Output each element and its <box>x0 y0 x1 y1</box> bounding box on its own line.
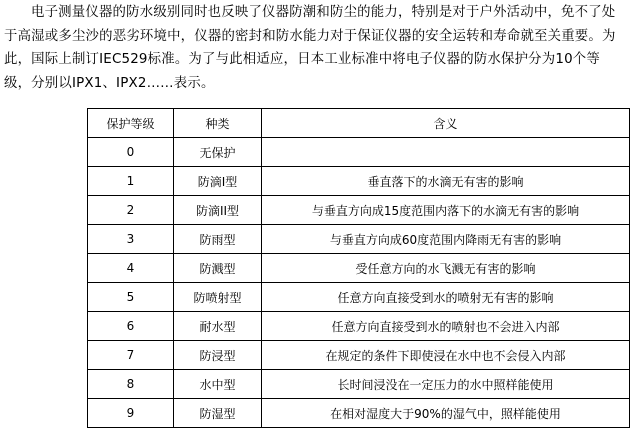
table-row <box>88 312 630 341</box>
cell-level: 8 <box>88 370 174 399</box>
table-row <box>88 341 630 370</box>
cell-level: 5 <box>88 283 174 312</box>
cell-level: 2 <box>88 196 174 225</box>
cell-type: 防溅型 <box>174 254 262 283</box>
cell-type: 耐水型 <box>174 312 262 341</box>
cell-meaning: 受任意方向的水飞溅无有害的影响 <box>262 254 630 283</box>
cell-meaning: 与垂直方向成15度范围内落下的水滴无有害的影响 <box>262 196 630 225</box>
cell-meaning: 在规定的条件下即使浸在水中也不会侵入内部 <box>262 341 630 370</box>
cell-level: 6 <box>88 312 174 341</box>
table-row <box>88 167 630 196</box>
cell-meaning: 与垂直方向成60度范围内降雨无有害的影响 <box>262 225 630 254</box>
cell-level: 0 <box>88 138 174 167</box>
table-row <box>88 254 630 283</box>
cell-type: 防浸型 <box>174 341 262 370</box>
cell-meaning: 垂直落下的水滴无有害的影响 <box>262 167 630 196</box>
cell-type: 防湿型 <box>174 399 262 428</box>
table-header-row <box>88 109 630 138</box>
cell-type: 防滴II型 <box>174 196 262 225</box>
cell-level: 3 <box>88 225 174 254</box>
cell-meaning <box>262 138 630 167</box>
table-row <box>88 399 630 428</box>
cell-level: 4 <box>88 254 174 283</box>
waterproof-level-table <box>87 108 630 428</box>
cell-meaning: 任意方向直接受到水的喷射也不会进入内部 <box>262 312 630 341</box>
cell-type: 水中型 <box>174 370 262 399</box>
cell-type: 防雨型 <box>174 225 262 254</box>
header-meaning: 含义 <box>262 109 630 138</box>
cell-level: 1 <box>88 167 174 196</box>
cell-type: 无保护 <box>174 138 262 167</box>
cell-level: 9 <box>88 399 174 428</box>
header-type: 种类 <box>174 109 262 138</box>
cell-meaning: 在相对湿度大于90%的湿气中，照样能使用 <box>262 399 630 428</box>
cell-meaning: 任意方向直接受到水的喷射无有害的影响 <box>262 283 630 312</box>
intro-paragraph: 电子测量仪器的防水级别同时也反映了仪器防潮和防尘的能力，特别是对于户外活动中，免不了处于高湿或多尘沙的恶劣环境中，仪器的密封和防水能力对于保证仪器的安全运转和寿命就至关重要。为此，国际上制订IEC529标准。为了与此相适应，日本工业标准中将电子仪器的防水保护分为10个等级，分别以IPX1、IPX2……表示。 <box>4 5 616 91</box>
table-row <box>88 370 630 399</box>
table-row <box>88 283 630 312</box>
cell-type: 防滴I型 <box>174 167 262 196</box>
cell-type: 防喷射型 <box>174 283 262 312</box>
table-row <box>88 138 630 167</box>
table-row <box>88 196 630 225</box>
cell-meaning: 长时间浸没在一定压力的水中照样能使用 <box>262 370 630 399</box>
header-protection-level: 保护等级 <box>88 109 174 138</box>
table-row <box>88 225 630 254</box>
cell-level: 7 <box>88 341 174 370</box>
